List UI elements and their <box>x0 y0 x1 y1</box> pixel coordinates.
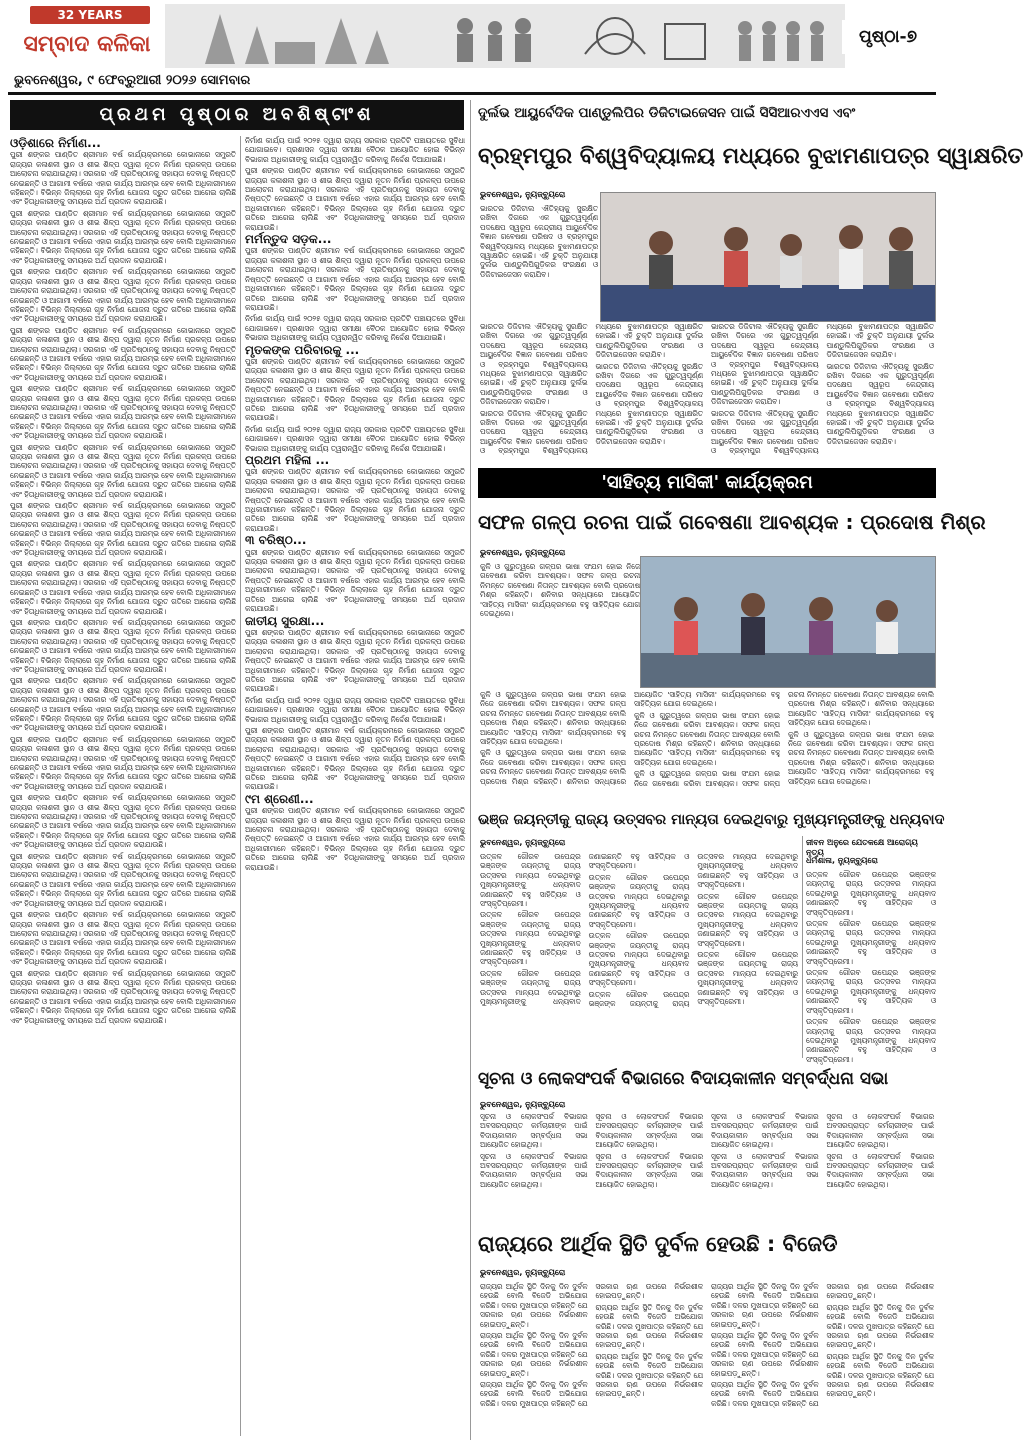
article5-body-p9: ରାଜ୍ୟର ଆର୍ଥିକ ସ୍ଥିତି ଦିନକୁ ଦିନ ଦୁର୍ବଳ ହେଉଛି ବୋଲି ବିଜେଡି ଅଭିଯୋଗ କରିଛି। ଦଳର ମୁଖପାତ୍ର କହିଛନ୍ତି ଯେ ସରକାର ଋଣ ଉପରେ ନିର୍ଭରଶୀଳ ହୋଇପଡ଼ୁଛନ୍ତି। <box>826 1302 934 1350</box>
left-column-1 <box>10 136 236 1436</box>
article2-photo <box>640 556 936 688</box>
article2-box-title: 'ସାହିତ୍ୟ ମାସିକୀ' କାର୍ଯ୍ୟକ୍ରମ <box>478 468 936 498</box>
brand-logo: ସମ୍ବାଦ କଳିକା <box>23 31 151 57</box>
article2-headline: ସଫଳ ଗଳ୍ପ ରଚନା ପାଇଁ ଗବେଷଣା ଆବଶ୍ୟକ : ପ୍ରଦୋଷ ମିଶ୍ର <box>478 510 986 534</box>
article5-body-p10: ରାଜ୍ୟର ଆର୍ଥିକ ସ୍ଥିତି ଦିନକୁ ଦିନ ଦୁର୍ବଳ ହେଉଛି ବୋଲି ବିଜେଡି ଅଭିଯୋଗ କରିଛି। ଦଳର ମୁଖପାତ୍ର କହିଛନ୍ତି ଯେ ସରକାର ଋଣ ଉପରେ ନିର୍ଭରଶୀଳ ହୋଇପଡ଼ୁଛନ୍ତି। <box>826 1351 934 1399</box>
article3-body-p1: ଉତ୍କଳ ଗୌରବ ଉପେନ୍ଦ୍ର ଭଞ୍ଜଙ୍କ ଜୟନ୍ତୀକୁ ରାଜ୍ୟ ଉତ୍ସବର ମାନ୍ୟତା ଦେଇଥିବାରୁ ମୁଖ୍ୟମନ୍ତ୍ରୀଙ୍କୁ ଧନ୍ୟବାଦ ଜଣାଇଛନ୍ତି ବହୁ ସାହିତ୍ୟିକ ଓ ସଂସ୍କୃତିପ୍ରେମୀ। <box>480 852 581 909</box>
article4-body-p2: ସୂଚନା ଓ ଲୋକସଂପର୍କ ବିଭାଗର ଅବସରପ୍ରାପ୍ତ କର୍ମଚାରୀଙ୍କ ପାଇଁ ବିଦାୟକାଳୀନ ସମ୍ବର୍ଦ୍ଧନା ସଭା ଆୟୋଜିତ ହୋଇଥିଲା। <box>480 1151 588 1189</box>
col2-body: ନିର୍ମାଣ କାର୍ଯ୍ୟ ପାଇଁ ୨୦୨୫ ଦ୍ୱାରା ରାଜ୍ୟ ସରକାର ପ୍ରତିଟି ପଞ୍ଚାୟତରେ ସୁବିଧା ଯୋଗାଇବେ। ପ୍ରଶାସନ ଦ୍ୱାରା ସମୀକ୍ଷା ବୈଠକ ଆୟୋଜିତ ହୋଇ ବିଭିନ୍ନ ବିଭାଗର ଅଧିକାରୀଙ୍କୁ କାର୍ଯ୍ୟ ତ୍ୱରାନ୍ୱିତ କରିବାକୁ ନିର୍ଦ୍ଦେଶ ଦିଆଯାଇଛି। <box>245 136 465 164</box>
column-divider-main <box>470 100 471 1440</box>
col1-subhead: ଓଡ଼ିଶାରେ ନିର୍ମାଣ... <box>10 136 101 150</box>
article5-body-p1: ରାଜ୍ୟର ଆର୍ଥିକ ସ୍ଥିତି ଦିନକୁ ଦିନ ଦୁର୍ବଳ ହେଉଛି ବୋଲି ବିଜେଡି ଅଭିଯୋଗ କରିଛି। ଦଳର ମୁଖପାତ୍ର କହିଛନ୍ତି ଯେ ସରକାର ଋଣ ଉପରେ ନିର୍ଭରଶୀଳ ହୋଇପଡ଼ୁଛନ୍ତି। <box>480 1282 588 1329</box>
col2-body-e: ପୁରୀ ଶଙ୍କର ପାଣ୍ଡିତ ଶ୍ରୀମାନ ବର୍ଷ କାର୍ଯ୍ୟକ୍ରମରେ କୋଭାନାରେ ସମ୍ପ୍ରତି ରାଜ୍ୟର କଳାଶଳୀ ସ୍ଥାନ ଓ ଶୀଭ ଶିଳ୍ପ ଦ୍ୱାରା ନୂତନ ନିର୍ମାଣ ପ୍ରକଳ୍ପ ଉପରେ ଆଲୋଚନା କରାଯାଇଥିଲା। ସରକାର ଏହି ପ୍ରତିଷ୍ଠାନକୁ ସହାୟତା ଦେବାକୁ ନିଷ୍ପତ୍ତି ନେଇଛନ୍ତି ଓ ଆଗାମୀ ବର୍ଷରେ ଏହାର କାର୍ଯ୍ୟ ଆରମ୍ଭ ହେବ ବୋଲି ଅଧିକାରୀମାନେ କହିଛନ୍ତି। ବିଭିନ୍ନ ଜିଲ୍ଲାରେ ଗୃହ ନିର୍ମାଣ ଯୋଜନା ଦ୍ରୁତ ଗତିରେ ଆଗେଇ ଚାଲିଛି ଏବଂ ହିତାଧିକାରୀଙ୍କୁ ସମୟରେ ଅର୍ଥ ପ୍ରଦାନ କରାଯାଉଛି। <box>245 356 465 423</box>
col1-body-repeat-13: ପୁରୀ ଶଙ୍କର ପାଣ୍ଡିତ ଶ୍ରୀମାନ ବର୍ଷ କାର୍ଯ୍ୟକ୍ରମରେ କୋଭାନାରେ ସମ୍ପ୍ରତି ରାଜ୍ୟର କଳାଶଳୀ ସ୍ଥାନ ଓ ଶୀଭ ଶିଳ୍ପ ଦ୍ୱାରା ନୂତନ ନିର୍ମାଣ ପ୍ରକଳ୍ପ ଉପରେ ଆଲୋଚନା କରାଯାଇଥିଲା। ସରକାର ଏହି ପ୍ରତିଷ୍ଠାନକୁ ସହାୟତା ଦେବାକୁ ନିଷ୍ପତ୍ତି ନେଇଛନ୍ତି ଓ ଆଗାମୀ ବର୍ଷରେ ଏହାର କାର୍ଯ୍ୟ ଆରମ୍ଭ ହେବ ବୋଲି ଅଧିକାରୀମାନେ କହିଛନ୍ତି। ବିଭିନ୍ନ ଜିଲ୍ଲାରେ ଗୃହ ନିର୍ମାଣ ଯୋଜନା ଦ୍ରୁତ ଗତିରେ ଆଗେଇ ଚାଲିଛି ଏବଂ ହିତାଧିକାରୀଙ୍କୁ ସମୟରେ ଅର୍ଥ ପ୍ରଦାନ କରାଯାଉଛି। <box>10 910 236 967</box>
col2-subhead-1: ମର୍ମନ୍ତୁଦ ସଡ଼କ... <box>245 232 332 247</box>
page-number: ପୃଷ୍ଠା-୭ <box>842 20 934 54</box>
col2-body-k: ପୁରୀ ଶଙ୍କର ପାଣ୍ଡିତ ଶ୍ରୀମାନ ବର୍ଷ କାର୍ଯ୍ୟକ୍ରମରେ କୋଭାନାରେ ସମ୍ପ୍ରତି ରାଜ୍ୟର କଳାଶଳୀ ସ୍ଥାନ ଓ ଶୀଭ ଶିଳ୍ପ ଦ୍ୱାରା ନୂତନ ନିର୍ମାଣ ପ୍ରକଳ୍ପ ଉପରେ ଆଲୋଚନା କରାଯାଇଥିଲା। ସରକାର ଏହି ପ୍ରତିଷ୍ଠାନକୁ ସହାୟତା ଦେବାକୁ ନିଷ୍ପତ୍ତି ନେଇଛନ୍ତି ଓ ଆଗାମୀ ବର୍ଷରେ ଏହାର କାର୍ଯ୍ୟ ଆରମ୍ଭ ହେବ ବୋଲି ଅଧିକାରୀମାନେ କହିଛନ୍ତି। ବିଭିନ୍ନ ଜିଲ୍ଲାରେ ଗୃହ ନିର୍ମାଣ ଯୋଜନା ଦ୍ରୁତ ଗତିରେ ଆଗେଇ ଚାଲିଛି ଏବଂ ହିତାଧିକାରୀଙ୍କୁ ସମୟରେ ଅର୍ଥ ପ୍ରଦାନ କରାଯାଉଛି। <box>245 725 465 792</box>
article1-body-p5: ଭାରତର ଡିଜିଟାଲ ଐତିହ୍ୟକୁ ସୁରକ୍ଷିତ ରଖିବା ଦିଗରେ ଏକ ଗୁରୁତ୍ୱପୂର୍ଣ୍ଣ ପଦକ୍ଷେପ ସ୍ୱରୂପ କେନ୍ଦ୍ରୀୟ ଆୟୁର୍ବେଦିକ ବିଜ୍ଞାନ ଗବେଷଣା ପରିଷଦ ଓ ବ୍ରହ୍ମପୁର ବିଶ୍ୱବିଦ୍ୟାଳୟ ମଧ୍ୟରେ ବୁଝାମଣାପତ୍ର ସ୍ୱାକ୍ଷରିତ ହୋଇଛି। ଏହି ଚୁକ୍ତି ଅନୁଯାୟୀ ଦୁର୍ଲଭ ପାଣ୍ଡୁଲିପିଗୁଡ଼ିକର ସଂରକ୍ଷଣ ଓ ଡିଜିଟାଇଜେସନ କରାଯିବ। <box>711 322 934 456</box>
article3-headline: ଭଞ୍ଜ ଜୟନ୍ତୀକୁ ରାଜ୍ୟ ଉତ୍ସବର ମାନ୍ୟତା ଦେଇଥିବାରୁ ମୁଖ୍ୟମନ୍ତ୍ରୀଙ୍କୁ ଧନ୍ୟବାଦ <box>478 812 945 828</box>
article5-body-p4: ରାଜ୍ୟର ଆର୍ଥିକ ସ୍ଥିତି ଦିନକୁ ଦିନ ଦୁର୍ବଳ ହେଉଛି ବୋଲି ବିଜେଡି ଅଭିଯୋଗ କରିଛି। ଦଳର ମୁଖପାତ୍ର କହିଛନ୍ତି ଯେ ସରକାର ଋଣ ଉପରେ ନିର୍ଭରଶୀଳ ହୋଇପଡ଼ୁଛନ୍ତି। <box>595 1302 703 1350</box>
article2-body-p5: କୁଳି ଓ ଗୁରୁତ୍ୱରେ ଗଳ୍ପର ଭାଷା ସଂଯମ ହୋଇ ନିଜେ ଗବେଷଣା କରିବା ଆବଶ୍ୟକ। ସଫଳ ଗଳ୍ପ ରଚନା ନିମନ୍ତେ ଗବେଷଣା ନିତାନ୍ତ ଆବଶ୍ୟକ ବୋଲି ପ୍ରଦୋଷ ମିଶ୍ର କହିଛନ୍ତି। ଶନିବାର ସନ୍ଧ୍ୟାରେ ଆୟୋଜିତ 'ସାହିତ୍ୟ ମାସିକୀ' କାର୍ଯ୍ୟକ୍ରମରେ ବହୁ ସାହିତ୍ୟିକ ଯୋଗ ଦେଇଥିଲେ। <box>788 729 934 786</box>
article1-byline: ଭୁବନେଶ୍ୱର, ନ୍ୟୁଜ୍‌ବ୍ୟୁରୋ <box>480 190 566 199</box>
side-headline: ଜୀବନ ଅନୁରେ ଯେତକକ୍ଷେ ଆରୋଗ୍ୟ ନୃତ୍ୟ <box>806 838 918 857</box>
article1-photo <box>600 192 936 322</box>
years-badge: 32 YEARS <box>30 6 150 24</box>
article2-body <box>480 690 934 800</box>
col2-subhead-5: ଜାତୀୟ ସୁରକ୍ଷା... <box>245 613 325 628</box>
children-icon <box>457 18 531 62</box>
col2-body-f: ନିର୍ମାଣ କାର୍ଯ୍ୟ ପାଇଁ ୨୦୨୫ ଦ୍ୱାରା ରାଜ୍ୟ ସରକାର ପ୍ରତିଟି ପଞ୍ଚାୟତରେ ସୁବିଧା ଯୋଗାଇବେ। ପ୍ରଶାସନ ଦ୍ୱାରା ସମୀକ୍ଷା ବୈଠକ ଆୟୋଜିତ ହୋଇ ବିଭିନ୍ନ ବିଭାଗର ଅଧିକାରୀଙ୍କୁ କାର୍ଯ୍ୟ ତ୍ୱରାନ୍ୱିତ କରିବାକୁ ନିର୍ଦ୍ଦେଶ ଦିଆଯାଇଛି। <box>245 424 465 453</box>
left-column-2 <box>245 136 465 1436</box>
col2-body-b: ପୁରୀ ଶଙ୍କର ପାଣ୍ଡିତ ଶ୍ରୀମାନ ବର୍ଷ କାର୍ଯ୍ୟକ୍ରମରେ କୋଭାନାରେ ସମ୍ପ୍ରତି ରାଜ୍ୟର କଳାଶଳୀ ସ୍ଥାନ ଓ ଶୀଭ ଶିଳ୍ପ ଦ୍ୱାରା ନୂତନ ନିର୍ମାଣ ପ୍ରକଳ୍ପ ଉପରେ ଆଲୋଚନା କରାଯାଇଥିଲା। ସରକାର ଏହି ପ୍ରତିଷ୍ଠାନକୁ ସହାୟତା ଦେବାକୁ ନିଷ୍ପତ୍ତି ନେଇଛନ୍ତି ଓ ଆଗାମୀ ବର୍ଷରେ ଏହାର କାର୍ଯ୍ୟ ଆରମ୍ଭ ହେବ ବୋଲି ଅଧିକାରୀମାନେ କହିଛନ୍ତି। ବିଭିନ୍ନ ଜିଲ୍ଲାରେ ଗୃହ ନିର୍ମାଣ ଯୋଜନା ଦ୍ରୁତ ଗତିରେ ଆଗେଇ ଚାଲିଛି ଏବଂ ହିତାଧିକାରୀଙ୍କୁ ସମୟରେ ଅର୍ଥ ପ୍ରଦାନ କରାଯାଉଛି। <box>245 166 465 232</box>
article2-body-p2: କୁଳି ଓ ଗୁରୁତ୍ୱରେ ଗଳ୍ପର ଭାଷା ସଂଯମ ହୋଇ ନିଜେ ଗବେଷଣା କରିବା ଆବଶ୍ୟକ। ସଫଳ ଗଳ୍ପ ରଚନା ନିମନ୍ତେ ଗବେଷଣା ନିତାନ୍ତ ଆବଶ୍ୟକ ବୋଲି ପ୍ରଦୋଷ ମିଶ୍ର କହିଛନ୍ତି। ଶନିବାର ସନ୍ଧ୍ୟାରେ ଆୟୋଜିତ 'ସାହିତ୍ୟ ମାସିକୀ' କାର୍ଯ୍ୟକ୍ରମରେ ବହୁ ସାହିତ୍ୟିକ ଯୋଗ ଦେଇଥିଲେ। <box>480 690 780 786</box>
article1-lead-text: ଭାରତର ଡିଜିଟାଲ ଐତିହ୍ୟକୁ ସୁରକ୍ଷିତ ରଖିବା ଦିଗରେ ଏକ ଗୁରୁତ୍ୱପୂର୍ଣ୍ଣ ପଦକ୍ଷେପ ସ୍ୱରୂପ କେନ୍ଦ୍ରୀୟ ଆୟୁର୍ବେଦିକ ବିଜ୍ଞାନ ଗବେଷଣା ପରିଷଦ ଓ ବ୍ରହ୍ମପୁର ବିଶ୍ୱବିଦ୍ୟାଳୟ ମଧ୍ୟରେ ବୁଝାମଣାପତ୍ର ସ୍ୱାକ୍ଷରିତ ହୋଇଛି। ଏହି ଚୁକ୍ତି ଅନୁଯାୟୀ ଦୁର୍ଲଭ ପାଣ୍ଡୁଲିପିଗୁଡ଼ିକର ସଂରକ୍ଷଣ ଓ ଡିଜିଟାଇଜେସନ କରାଯିବ। <box>480 204 598 279</box>
article3-body-p7: ଉତ୍କଳ ଗୌରବ ଉପେନ୍ଦ୍ର ଭଞ୍ଜଙ୍କ ଜୟନ୍ତୀକୁ ରାଜ୍ୟ ଉତ୍ସବର ମାନ୍ୟତା ଦେଇଥିବାରୁ ମୁଖ୍ୟମନ୍ତ୍ରୀଙ୍କୁ ଧନ୍ୟବାଦ ଜଣାଇଛନ୍ତି ବହୁ ସାହିତ୍ୟିକ ଓ ସଂସ୍କୃତିପ୍ରେମୀ। <box>697 891 798 948</box>
masthead <box>0 0 945 98</box>
top-divider <box>8 92 936 95</box>
col2-body-h: ପୁରୀ ଶଙ୍କର ପାଣ୍ଡିତ ଶ୍ରୀମାନ ବର୍ଷ କାର୍ଯ୍ୟକ୍ରମରେ କୋଭାନାରେ ସମ୍ପ୍ରତି ରାଜ୍ୟର କଳାଶଳୀ ସ୍ଥାନ ଓ ଶୀଭ ଶିଳ୍ପ ଦ୍ୱାରା ନୂତନ ନିର୍ମାଣ ପ୍ରକଳ୍ପ ଉପରେ ଆଲୋଚନା କରାଯାଇଥିଲା। ସରକାର ଏହି ପ୍ରତିଷ୍ଠାନକୁ ସହାୟତା ଦେବାକୁ ନିଷ୍ପତ୍ତି ନେଇଛନ୍ତି ଓ ଆଗାମୀ ବର୍ଷରେ ଏହାର କାର୍ଯ୍ୟ ଆରମ୍ଭ ହେବ ବୋଲି ଅଧିକାରୀମାନେ କହିଛନ୍ତି। ବିଭିନ୍ନ ଜିଲ୍ଲାରେ ଗୃହ ନିର୍ମାଣ ଯୋଜନା ଦ୍ରୁତ ଗତିରେ ଆଗେଇ ଚାଲିଛି ଏବଂ ହିତାଧିକାରୀଙ୍କୁ ସମୟରେ ଅର୍ଥ ପ୍ରଦାନ କରାଯାଉଛି। <box>245 547 465 614</box>
col2-subhead-2: ମୃତକଙ୍କ ପରିବାରକୁ ... <box>245 342 360 357</box>
article5-headline: ରାଜ୍ୟରେ ଆର୍ଥିକ ସ୍ଥିତି ଦୁର୍ବଳ ହେଉଛି : ବିଜେଡି <box>478 1232 838 1256</box>
col2-body-i: ପୁରୀ ଶଙ୍କର ପାଣ୍ଡିତ ଶ୍ରୀମାନ ବର୍ଷ କାର୍ଯ୍ୟକ୍ରମରେ କୋଭାନାରେ ସମ୍ପ୍ରତି ରାଜ୍ୟର କଳାଶଳୀ ସ୍ଥାନ ଓ ଶୀଭ ଶିଳ୍ପ ଦ୍ୱାରା ନୂତନ ନିର୍ମାଣ ପ୍ରକଳ୍ପ ଉପରେ ଆଲୋଚନା କରାଯାଇଥିଲା। ସରକାର ଏହି ପ୍ରତିଷ୍ଠାନକୁ ସହାୟତା ଦେବାକୁ ନିଷ୍ପତ୍ତି ନେଇଛନ୍ତି ଓ ଆଗାମୀ ବର୍ଷରେ ଏହାର କାର୍ଯ୍ୟ ଆରମ୍ଭ ହେବ ବୋଲି ଅଧିକାରୀମାନେ କହିଛନ୍ତି। ବିଭିନ୍ନ ଜିଲ୍ଲାରେ ଗୃହ ନିର୍ମାଣ ଯୋଜନା ଦ୍ରୁତ ଗତିରେ ଆଗେଇ ଚାଲିଛି ଏବଂ ହିତାଧିକାରୀଙ୍କୁ ସମୟରେ ଅର୍ଥ ପ୍ରଦାନ କରାଯାଉଛି। <box>245 627 465 694</box>
article1-body-p3: ଭାରତର ଡିଜିଟାଲ ଐତିହ୍ୟକୁ ସୁରକ୍ଷିତ ରଖିବା ଦିଗରେ ଏକ ଗୁରୁତ୍ୱପୂର୍ଣ୍ଣ ପଦକ୍ଷେପ ସ୍ୱରୂପ କେନ୍ଦ୍ରୀୟ ଆୟୁର୍ବେଦିକ ବିଜ୍ଞାନ ଗବେଷଣା ପରିଷଦ ଓ ବ୍ରହ୍ମପୁର ବିଶ୍ୱବିଦ୍ୟାଳୟ ମଧ୍ୟରେ ବୁଝାମଣାପତ୍ର ସ୍ୱାକ୍ଷରିତ ହୋଇଛି। ଏହି ଚୁକ୍ତି ଅନୁଯାୟୀ ଦୁର୍ଲଭ ପାଣ୍ଡୁଲିପିଗୁଡ଼ିକର ସଂରକ୍ଷଣ ଓ ଡିଜିଟାଇଜେସନ କରାଯିବ। <box>595 361 703 446</box>
article3-body-p6: ଉତ୍କଳ ଗୌରବ ଉପେନ୍ଦ୍ର ଭଞ୍ଜଙ୍କ ଜୟନ୍ତୀକୁ ରାଜ୍ୟ ଉତ୍ସବର ମାନ୍ୟତା ଦେଇଥିବାରୁ ମୁଖ୍ୟମନ୍ତ୍ରୀଙ୍କୁ ଧନ୍ୟବାଦ ଜଣାଇଛନ୍ତି ବହୁ ସାହିତ୍ୟିକ ଓ ସଂସ୍କୃତିପ୍ରେମୀ। <box>588 852 798 1009</box>
side-byline: ଧର୍ମଶାଳା, ନ୍ୟୁଜ୍‌ବ୍ୟୁରୋ <box>806 856 878 865</box>
article1-body-p1: ଭାରତର ଡିଜିଟାଲ ଐତିହ୍ୟକୁ ସୁରକ୍ଷିତ ରଖିବା ଦିଗରେ ଏକ ଗୁରୁତ୍ୱପୂର୍ଣ୍ଣ ପଦକ୍ଷେପ ସ୍ୱରୂପ କେନ୍ଦ୍ରୀୟ ଆୟୁର୍ବେଦିକ ବିଜ୍ଞାନ ଗବେଷଣା ପରିଷଦ ଓ ବ୍ରହ୍ମପୁର ବିଶ୍ୱବିଦ୍ୟାଳୟ ମଧ୍ୟରେ ବୁଝାମଣାପତ୍ର ସ୍ୱାକ୍ଷରିତ ହୋଇଛି। ଏହି ଚୁକ୍ତି ଅନୁଯାୟୀ ଦୁର୍ଲଭ ପାଣ୍ଡୁଲିପିଗୁଡ଼ିକର ସଂରକ୍ଷଣ ଓ ଡିଜିଟାଇଜେସନ କରାଯିବ। <box>480 322 588 407</box>
column-divider-1 <box>240 136 241 1436</box>
article5-body-p7: ରାଜ୍ୟର ଆର୍ଥିକ ସ୍ଥିତି ଦିନକୁ ଦିନ ଦୁର୍ବଳ ହେଉଛି ବୋଲି ବିଜେଡି ଅଭିଯୋଗ କରିଛି। ଦଳର ମୁଖପାତ୍ର କହିଛନ୍ତି ଯେ ସରକାର ଋଣ ଉପରେ ନିର୍ଭରଶୀଳ ହୋଇପଡ଼ୁଛନ୍ତି। <box>711 1331 819 1378</box>
article3-body <box>480 852 798 1052</box>
article5-body-p5: ରାଜ୍ୟର ଆର୍ଥିକ ସ୍ଥିତି ଦିନକୁ ଦିନ ଦୁର୍ବଳ ହେଉଛି ବୋଲି ବିଜେଡି ଅଭିଯୋଗ କରିଛି। ଦଳର ମୁଖପାତ୍ର କହିଛନ୍ତି ଯେ ସରକାର ଋଣ ଉପରେ ନିର୍ଭରଶୀଳ ହୋଇପଡ଼ୁଛନ୍ତି। <box>595 1351 703 1399</box>
article3-byline: ଭୁବନେଶ୍ୱର, ନ୍ୟୁଜ୍‌ବ୍ୟୁରୋ <box>480 838 566 847</box>
article4-body-p8: ସୂଚନା ଓ ଲୋକସଂପର୍କ ବିଭାଗର ଅବସରପ୍ରାପ୍ତ କର୍ମଚାରୀଙ୍କ ପାଇଁ ବିଦାୟକାଳୀନ ସମ୍ବର୍ଦ୍ଧନା ସଭା ଆୟୋଜିତ ହୋଇଥିଲା। <box>826 1151 934 1189</box>
article2-body-p3: କୁଳି ଓ ଗୁରୁତ୍ୱରେ ଗଳ୍ପର ଭାଷା ସଂଯମ ହୋଇ ନିଜେ ଗବେଷଣା କରିବା ଆବଶ୍ୟକ। ସଫଳ ଗଳ୍ପ ରଚନା ନିମନ୍ତେ ଗବେଷଣା ନିତାନ୍ତ ଆବଶ୍ୟକ ବୋଲି ପ୍ରଦୋଷ ମିଶ୍ର କହିଛନ୍ତି। ଶନିବାର ସନ୍ଧ୍ୟାରେ ଆୟୋଜିତ 'ସାହିତ୍ୟ ମାସିକୀ' କାର୍ଯ୍ୟକ୍ରମରେ ବହୁ ସାହିତ୍ୟିକ ଯୋଗ ଦେଇଥିଲେ। <box>634 710 780 767</box>
col2-subhead-3: ପ୍ରଥମ ମହିଳା ... <box>245 453 330 467</box>
column-divider-side <box>802 836 803 1058</box>
article4-body-p6: ସୂଚନା ଓ ଲୋକସଂପର୍କ ବିଭାଗର ଅବସରପ୍ରାପ୍ତ କର୍ମଚାରୀଙ୍କ ପାଇଁ ବିଦାୟକାଳୀନ ସମ୍ବର୍ଦ୍ଧନା ସଭା ଆୟୋଜିତ ହୋଇଥିଲା। <box>711 1151 819 1189</box>
article2-photo-art <box>641 557 935 687</box>
article5-body-p6: ରାଜ୍ୟର ଆର୍ଥିକ ସ୍ଥିତି ଦିନକୁ ଦିନ ଦୁର୍ବଳ ହେଉଛି ବୋଲି ବିଜେଡି ଅଭିଯୋଗ କରିଛି। ଦଳର ମୁଖପାତ୍ର କହିଛନ୍ତି ଯେ ସରକାର ଋଣ ଉପରେ ନିର୍ଭରଶୀଳ ହୋଇପଡ଼ୁଛନ୍ତି। <box>711 1282 819 1329</box>
date-line: ଭୁବନେଶ୍ୱର, ୯ ଫେବ୍ରୁଆରୀ ୨୦୨୬ ସୋମବାର <box>14 73 251 88</box>
col1-body-repeat-9: ପୁରୀ ଶଙ୍କର ପାଣ୍ଡିତ ଶ୍ରୀମାନ ବର୍ଷ କାର୍ଯ୍ୟକ୍ରମରେ କୋଭାନାରେ ସମ୍ପ୍ରତି ରାଜ୍ୟର କଳାଶଳୀ ସ୍ଥାନ ଓ ଶୀଭ ଶିଳ୍ପ ଦ୍ୱାରା ନୂତନ ନିର୍ମାଣ ପ୍ରକଳ୍ପ ଉପରେ ଆଲୋଚନା କରାଯାଇଥିଲା। ସରକାର ଏହି ପ୍ରତିଷ୍ଠାନକୁ ସହାୟତା ଦେବାକୁ ନିଷ୍ପତ୍ତି ନେଇଛନ୍ତି ଓ ଆଗାମୀ ବର୍ଷରେ ଏହାର କାର୍ଯ୍ୟ ଆରମ୍ଭ ହେବ ବୋଲି ଅଧିକାରୀମାନେ କହିଛନ୍ତି। ବିଭିନ୍ନ ଜିଲ୍ଲାରେ ଗୃହ ନିର୍ମାଣ ଯୋଜନା ଦ୍ରୁତ ଗତିରେ ଆଗେଇ ଚାଲିଛି ଏବଂ ହିତାଧିକାରୀଙ୍କୁ ସମୟରେ ଅର୍ଥ ପ୍ରଦାନ କରାଯାଉଛି। <box>10 676 236 733</box>
banner-art <box>165 4 845 68</box>
article3-body-p4: ଉତ୍କଳ ଗୌରବ ଉପେନ୍ଦ୍ର ଭଞ୍ଜଙ୍କ ଜୟନ୍ତୀକୁ ରାଜ୍ୟ ଉତ୍ସବର ମାନ୍ୟତା ଦେଇଥିବାରୁ ମୁଖ୍ୟମନ୍ତ୍ରୀଙ୍କୁ ଧନ୍ୟବାଦ ଜଣାଇଛନ୍ତି ବହୁ ସାହିତ୍ୟିକ ଓ ସଂସ୍କୃତିପ୍ରେମୀ। <box>588 872 690 929</box>
col1-body-repeat-10: ପୁରୀ ଶଙ୍କର ପାଣ୍ଡିତ ଶ୍ରୀମାନ ବର୍ଷ କାର୍ଯ୍ୟକ୍ରମରେ କୋଭାନାରେ ସମ୍ପ୍ରତି ରାଜ୍ୟର କଳାଶଳୀ ସ୍ଥାନ ଓ ଶୀଭ ଶିଳ୍ପ ଦ୍ୱାରା ନୂତନ ନିର୍ମାଣ ପ୍ରକଳ୍ପ ଉପରେ ଆଲୋଚନା କରାଯାଇଥିଲା। ସରକାର ଏହି ପ୍ରତିଷ୍ଠାନକୁ ସହାୟତା ଦେବାକୁ ନିଷ୍ପତ୍ତି ନେଇଛନ୍ତି ଓ ଆଗାମୀ ବର୍ଷରେ ଏହାର କାର୍ଯ୍ୟ ଆରମ୍ଭ ହେବ ବୋଲି ଅଧିକାରୀମାନେ କହିଛନ୍ତି। ବିଭିନ୍ନ ଜିଲ୍ଲାରେ ଗୃହ ନିର୍ମାଣ ଯୋଜନା ଦ୍ରୁତ ଗତିରେ ଆଗେଇ ଚାଲିଛି ଏବଂ ହିତାଧିକାରୀଙ୍କୁ ସମୟରେ ଅର୍ଥ ପ୍ରଦାନ କରାଯାଉଛି। <box>10 734 236 791</box>
article3-body-p2: ଉତ୍କଳ ଗୌରବ ଉପେନ୍ଦ୍ର ଭଞ୍ଜଙ୍କ ଜୟନ୍ତୀକୁ ରାଜ୍ୟ ଉତ୍ସବର ମାନ୍ୟତା ଦେଇଥିବାରୁ ମୁଖ୍ୟମନ୍ତ୍ରୀଙ୍କୁ ଧନ୍ୟବାଦ ଜଣାଇଛନ୍ତି ବହୁ ସାହିତ୍ୟିକ ଓ ସଂସ୍କୃତିପ୍ରେମୀ। <box>480 910 581 967</box>
article5-byline: ଭୁବନେଶ୍ୱର, ନ୍ୟୁଜ୍‌ବ୍ୟୁରୋ <box>480 1268 566 1277</box>
col2-body-l: ପୁରୀ ଶଙ୍କର ପାଣ୍ଡିତ ଶ୍ରୀମାନ ବର୍ଷ କାର୍ଯ୍ୟକ୍ରମରେ କୋଭାନାରେ ସମ୍ପ୍ରତି ରାଜ୍ୟର କଳାଶଳୀ ସ୍ଥାନ ଓ ଶୀଭ ଶିଳ୍ପ ଦ୍ୱାରା ନୂତନ ନିର୍ମାଣ ପ୍ରକଳ୍ପ ଉପରେ ଆଲୋଚନା କରାଯାଇଥିଲା। ସରକାର ଏହି ପ୍ରତିଷ୍ଠାନକୁ ସହାୟତା ଦେବାକୁ ନିଷ୍ପତ୍ତି ନେଇଛନ୍ତି ଓ ଆଗାମୀ ବର୍ଷରେ ଏହାର କାର୍ଯ୍ୟ ଆରମ୍ଭ ହେବ ବୋଲି ଅଧିକାରୀମାନେ କହିଛନ୍ତି। ବିଭିନ୍ନ ଜିଲ୍ଲାରେ ଗୃହ ନିର୍ମାଣ ଯୋଜନା ଦ୍ରୁତ ଗତିରେ ଆଗେଇ ଚାଲିଛି ଏବଂ ହିତାଧିକାରୀଙ୍କୁ ସମୟରେ ଅର୍ଥ ପ୍ରଦାନ କରାଯାଉଛି। <box>245 806 465 872</box>
article5-body-p8: ରାଜ୍ୟର ଆର୍ଥିକ ସ୍ଥିତି ଦିନକୁ ଦିନ ଦୁର୍ବଳ ହେଉଛି ବୋଲି ବିଜେଡି ଅଭିଯୋଗ କରିଛି। ଦଳର ମୁଖପାତ୍ର କହିଛନ୍ତି ଯେ ସରକାର ଋଣ ଉପରେ ନିର୍ଭରଶୀଳ ହୋଇପଡ଼ୁଛନ୍ତି। <box>711 1282 934 1408</box>
banner-strip <box>165 4 845 68</box>
col2-subhead-4: ୩ ବରିଷ୍ଠ... <box>245 533 307 548</box>
article5-body-p3: ରାଜ୍ୟର ଆର୍ଥିକ ସ୍ଥିତି ଦିନକୁ ଦିନ ଦୁର୍ବଳ ହେଉଛି ବୋଲି ବିଜେଡି ଅଭିଯୋଗ କରିଛି। ଦଳର ମୁଖପାତ୍ର କହିଛନ୍ତି ଯେ ସରକାର ଋଣ ଉପରେ ନିର୍ଭରଶୀଳ ହୋଇପଡ଼ୁଛନ୍ତି। <box>480 1282 703 1408</box>
article3-body-p3: ଉତ୍କଳ ଗୌରବ ଉପେନ୍ଦ୍ର ଭଞ୍ଜଙ୍କ ଜୟନ୍ତୀକୁ ରାଜ୍ୟ ଉତ୍ସବର ମାନ୍ୟତା ଦେଇଥିବାରୁ ମୁଖ୍ୟମନ୍ତ୍ରୀଙ୍କୁ ଧନ୍ୟବାଦ ଜଣାଇଛନ୍ତି ବହୁ ସାହିତ୍ୟିକ ଓ ସଂସ୍କୃତିପ୍ରେମୀ। <box>480 852 690 1007</box>
article4-body-p3: ସୂଚନା ଓ ଲୋକସଂପର୍କ ବିଭାଗର ଅବସରପ୍ରାପ୍ତ କର୍ମଚାରୀଙ୍କ ପାଇଁ ବିଦାୟକାଳୀନ ସମ୍ବର୍ଦ୍ଧନା ସଭା ଆୟୋଜିତ ହୋଇଥିଲା। <box>595 1112 703 1150</box>
article2-body-p4: କୁଳି ଓ ଗୁରୁତ୍ୱରେ ଗଳ୍ପର ଭାଷା ସଂଯମ ହୋଇ ନିଜେ ଗବେଷଣା କରିବା ଆବଶ୍ୟକ। ସଫଳ ଗଳ୍ପ ରଚନା ନିମନ୍ତେ ଗବେଷଣା ନିତାନ୍ତ ଆବଶ୍ୟକ ବୋଲି ପ୍ରଦୋଷ ମିଶ୍ର କହିଛନ୍ତି। ଶନିବାର ସନ୍ଧ୍ୟାରେ ଆୟୋଜିତ 'ସାହିତ୍ୟ ମାସିକୀ' କାର୍ଯ୍ୟକ୍ରମରେ ବହୁ ସାହିତ୍ୟିକ ଯୋଗ ଦେଇଥିଲେ। <box>634 690 934 788</box>
article1-body-p4: ଭାରତର ଡିଜିଟାଲ ଐତିହ୍ୟକୁ ସୁରକ୍ଷିତ ରଖିବା ଦିଗରେ ଏକ ଗୁରୁତ୍ୱପୂର୍ଣ୍ଣ ପଦକ୍ଷେପ ସ୍ୱରୂପ କେନ୍ଦ୍ରୀୟ ଆୟୁର୍ବେଦିକ ବିଜ୍ଞାନ ଗବେଷଣା ପରିଷଦ ଓ ବ୍ରହ୍ମପୁର ବିଶ୍ୱବିଦ୍ୟାଳୟ ମଧ୍ୟରେ ବୁଝାମଣାପତ୍ର ସ୍ୱାକ୍ଷରିତ ହୋଇଛି। ଏହି ଚୁକ୍ତି ଅନୁଯାୟୀ ଦୁର୍ଲଭ ପାଣ୍ଡୁଲିପିଗୁଡ଼ିକର ସଂରକ୍ଷଣ ଓ ଡିଜିଟାଇଜେସନ କରାଯିବ। <box>711 322 819 407</box>
col1-body-repeat-1: ପୁରୀ ଶଙ୍କର ପାଣ୍ଡିତ ଶ୍ରୀମାନ ବର୍ଷ କାର୍ଯ୍ୟକ୍ରମରେ କୋଭାନାରେ ସମ୍ପ୍ରତି ରାଜ୍ୟର କଳାଶଳୀ ସ୍ଥାନ ଓ ଶୀଭ ଶିଳ୍ପ ଦ୍ୱାରା ନୂତନ ନିର୍ମାଣ ପ୍ରକଳ୍ପ ଉପରେ ଆଲୋଚନା କରାଯାଇଥିଲା। ସରକାର ଏହି ପ୍ରତିଷ୍ଠାନକୁ ସହାୟତା ଦେବାକୁ ନିଷ୍ପତ୍ତି ନେଇଛନ୍ତି ଓ ଆଗାମୀ ବର୍ଷରେ ଏହାର କାର୍ଯ୍ୟ ଆରମ୍ଭ ହେବ ବୋଲି ଅଧିକାରୀମାନେ କହିଛନ୍ତି। ବିଭିନ୍ନ ଜିଲ୍ଲାରେ ଗୃହ ନିର୍ମାଣ ଯୋଜନା ଦ୍ରୁତ ଗତିରେ ଆଗେଇ ଚାଲିଛି ଏବଂ ହିତାଧିକାରୀଙ୍କୁ ସମୟରେ ଅର୍ଥ ପ୍ରଦାନ କରାଯାଉଛି। <box>10 208 236 265</box>
article4-byline: ଭୁବନେଶ୍ୱର, ନ୍ୟୁଜ୍‌ବ୍ୟୁରୋ <box>480 1100 566 1109</box>
side-body-p2: ଉତ୍କଳ ଗୌରବ ଉପେନ୍ଦ୍ର ଭଞ୍ଜଙ୍କ ଜୟନ୍ତୀକୁ ରାଜ୍ୟ ଉତ୍ସବର ମାନ୍ୟତା ଦେଇଥିବାରୁ ମୁଖ୍ୟମନ୍ତ୍ରୀଙ୍କୁ ଧନ୍ୟବାଦ ଜଣାଇଛନ୍ତି ବହୁ ସାହିତ୍ୟିକ ଓ ସଂସ୍କୃତିପ୍ରେମୀ। <box>806 919 936 966</box>
col2-body-d: ନିର୍ମାଣ କାର୍ଯ୍ୟ ପାଇଁ ୨୦୨୫ ଦ୍ୱାରା ରାଜ୍ୟ ସରକାର ପ୍ରତିଟି ପଞ୍ଚାୟତରେ ସୁବିଧା ଯୋଗାଇବେ। ପ୍ରଶାସନ ଦ୍ୱାରା ସମୀକ୍ଷା ବୈଠକ ଆୟୋଜିତ ହୋଇ ବିଭିନ୍ନ ବିଭାଗର ଅଧିକାରୀଙ୍କୁ କାର୍ଯ୍ୟ ତ୍ୱରାନ୍ୱିତ କରିବାକୁ ନିର୍ଦ୍ଦେଶ ଦିଆଯାଇଛି। <box>245 314 465 343</box>
col2-body-c: ପୁରୀ ଶଙ୍କର ପାଣ୍ଡିତ ଶ୍ରୀମାନ ବର୍ଷ କାର୍ଯ୍ୟକ୍ରମରେ କୋଭାନାରେ ସମ୍ପ୍ରତି ରାଜ୍ୟର କଳାଶଳୀ ସ୍ଥାନ ଓ ଶୀଭ ଶିଳ୍ପ ଦ୍ୱାରା ନୂତନ ନିର୍ମାଣ ପ୍ରକଳ୍ପ ଉପରେ ଆଲୋଚନା କରାଯାଇଥିଲା। ସରକାର ଏହି ପ୍ରତିଷ୍ଠାନକୁ ସହାୟତା ଦେବାକୁ ନିଷ୍ପତ୍ତି ନେଇଛନ୍ତି ଓ ଆଗାମୀ ବର୍ଷରେ ଏହାର କାର୍ଯ୍ୟ ଆରମ୍ଭ ହେବ ବୋଲି ଅଧିକାରୀମାନେ କହିଛନ୍ତି। ବିଭିନ୍ନ ଜିଲ୍ଲାରେ ଗୃହ ନିର୍ମାଣ ଯୋଜନା ଦ୍ରୁତ ଗତିରେ ଆଗେଇ ଚାଲିଛି ଏବଂ ହିତାଧିକାରୀଙ୍କୁ ସମୟରେ ଅର୍ଥ ପ୍ରଦାନ କରାଯାଉଛି। <box>245 246 465 312</box>
article1-body-p6: ଭାରତର ଡିଜିଟାଲ ଐତିହ୍ୟକୁ ସୁରକ୍ଷିତ ରଖିବା ଦିଗରେ ଏକ ଗୁରୁତ୍ୱପୂର୍ଣ୍ଣ ପଦକ୍ଷେପ ସ୍ୱରୂପ କେନ୍ଦ୍ରୀୟ ଆୟୁର୍ବେଦିକ ବିଜ୍ଞାନ ଗବେଷଣା ପରିଷଦ ଓ ବ୍ରହ୍ମପୁର ବିଶ୍ୱବିଦ୍ୟାଳୟ ମଧ୍ୟରେ ବୁଝାମଣାପତ୍ର ସ୍ୱାକ୍ଷରିତ ହୋଇଛି। ଏହି ଚୁକ୍ତି ଅନୁଯାୟୀ ଦୁର୍ଲଭ ପାଣ୍ଡୁଲିପିଗୁଡ଼ିକର ସଂରକ୍ଷଣ ଓ ଡିଜିଟାଇଜେସନ କରାଯିବ। <box>826 361 934 446</box>
article4-body-p5: ସୂଚନା ଓ ଲୋକସଂପର୍କ ବିଭାଗର ଅବସରପ୍ରାପ୍ତ କର୍ମଚାରୀଙ୍କ ପାଇଁ ବିଦାୟକାଳୀନ ସମ୍ବର୍ଦ୍ଧନା ସଭା ଆୟୋଜିତ ହୋଇଥିଲା। <box>711 1112 819 1150</box>
col1-body-repeat-5: ପୁରୀ ଶଙ୍କର ପାଣ୍ଡିତ ଶ୍ରୀମାନ ବର୍ଷ କାର୍ଯ୍ୟକ୍ରମରେ କୋଭାନାରେ ସମ୍ପ୍ରତି ରାଜ୍ୟର କଳାଶଳୀ ସ୍ଥାନ ଓ ଶୀଭ ଶିଳ୍ପ ଦ୍ୱାରା ନୂତନ ନିର୍ମାଣ ପ୍ରକଳ୍ପ ଉପରେ ଆଲୋଚନା କରାଯାଇଥିଲା। ସରକାର ଏହି ପ୍ରତିଷ୍ଠାନକୁ ସହାୟତା ଦେବାକୁ ନିଷ୍ପତ୍ତି ନେଇଛନ୍ତି ଓ ଆଗାମୀ ବର୍ଷରେ ଏହାର କାର୍ଯ୍ୟ ଆରମ୍ଭ ହେବ ବୋଲି ଅଧିକାରୀମାନେ କହିଛନ୍ତି। ବିଭିନ୍ନ ଜିଲ୍ଲାରେ ଗୃହ ନିର୍ମାଣ ଯୋଜନା ଦ୍ରୁତ ଗତିରେ ଆଗେଇ ଚାଲିଛି ଏବଂ ହିତାଧିକାରୀଙ୍କୁ ସମୟରେ ଅର୍ଥ ପ୍ରଦାନ କରାଯାଉଛି। <box>10 442 236 499</box>
article1-body-p2: ଭାରତର ଡିଜିଟାଲ ଐତିହ୍ୟକୁ ସୁରକ୍ଷିତ ରଖିବା ଦିଗରେ ଏକ ଗୁରୁତ୍ୱପୂର୍ଣ୍ଣ ପଦକ୍ଷେପ ସ୍ୱରୂପ କେନ୍ଦ୍ରୀୟ ଆୟୁର୍ବେଦିକ ବିଜ୍ଞାନ ଗବେଷଣା ପରିଷଦ ଓ ବ୍ରହ୍ମପୁର ବିଶ୍ୱବିଦ୍ୟାଳୟ ମଧ୍ୟରେ ବୁଝାମଣାପତ୍ର ସ୍ୱାକ୍ଷରିତ ହୋଇଛି। ଏହି ଚୁକ୍ତି ଅନୁଯାୟୀ ଦୁର୍ଲଭ ପାଣ୍ଡୁଲିପିଗୁଡ଼ିକର ସଂରକ୍ଷଣ ଓ ଡିଜିଟାଇଜେସନ କରାଯିବ। <box>480 322 703 456</box>
col1-body-repeat-14: ପୁରୀ ଶଙ୍କର ପାଣ୍ଡିତ ଶ୍ରୀମାନ ବର୍ଷ କାର୍ଯ୍ୟକ୍ରମରେ କୋଭାନାରେ ସମ୍ପ୍ରତି ରାଜ୍ୟର କଳାଶଳୀ ସ୍ଥାନ ଓ ଶୀଭ ଶିଳ୍ପ ଦ୍ୱାରା ନୂତନ ନିର୍ମାଣ ପ୍ରକଳ୍ପ ଉପରେ ଆଲୋଚନା କରାଯାଇଥିଲା। ସରକାର ଏହି ପ୍ରତିଷ୍ଠାନକୁ ସହାୟତା ଦେବାକୁ ନିଷ୍ପତ୍ତି ନେଇଛନ୍ତି ଓ ଆଗାମୀ ବର୍ଷରେ ଏହାର କାର୍ଯ୍ୟ ଆରମ୍ଭ ହେବ ବୋଲି ଅଧିକାରୀମାନେ କହିଛନ୍ତି। ବିଭିନ୍ନ ଜିଲ୍ଲାରେ ଗୃହ ନିର୍ମାଣ ଯୋଜନା ଦ୍ରୁତ ଗତିରେ ଆଗେଇ ଚାଲିଛି ଏବଂ ହିତାଧିକାରୀଙ୍କୁ ସମୟରେ ଅର୍ଥ ପ୍ରଦାନ କରାଯାଉଛି। <box>10 968 236 1025</box>
article4-body-p7: ସୂଚନା ଓ ଲୋକସଂପର୍କ ବିଭାଗର ଅବସରପ୍ରାପ୍ତ କର୍ମଚାରୀଙ୍କ ପାଇଁ ବିଦାୟକାଳୀନ ସମ୍ବର୍ଦ୍ଧନା ସଭା ଆୟୋଜିତ ହୋଇଥିଲା। <box>826 1112 934 1150</box>
article3-body-p8: ଉତ୍କଳ ଗୌରବ ଉପେନ୍ଦ୍ର ଭଞ୍ଜଙ୍କ ଜୟନ୍ତୀକୁ ରାଜ୍ୟ ଉତ୍ସବର ମାନ୍ୟତା ଦେଇଥିବାରୁ ମୁଖ୍ୟମନ୍ତ୍ରୀଙ୍କୁ ଧନ୍ୟବାଦ ଜଣାଇଛନ୍ତି ବହୁ ସାହିତ୍ୟିକ ଓ ସଂସ୍କୃତିପ୍ରେମୀ। <box>697 950 798 1007</box>
article5-body <box>480 1282 934 1440</box>
side-body-p3: ଉତ୍କଳ ଗୌରବ ଉପେନ୍ଦ୍ର ଭଞ୍ଜଙ୍କ ଜୟନ୍ତୀକୁ ରାଜ୍ୟ ଉତ୍ସବର ମାନ୍ୟତା ଦେଇଥିବାରୁ ମୁଖ୍ୟମନ୍ତ୍ରୀଙ୍କୁ ଧନ୍ୟବାଦ ଜଣାଇଛନ୍ତି ବହୁ ସାହିତ୍ୟିକ ଓ ସଂସ୍କୃତିପ୍ରେମୀ। <box>806 968 936 1015</box>
article2-body-p1: କୁଳି ଓ ଗୁରୁତ୍ୱରେ ଗଳ୍ପର ଭାଷା ସଂଯମ ହୋଇ ନିଜେ ଗବେଷଣା କରିବା ଆବଶ୍ୟକ। ସଫଳ ଗଳ୍ପ ରଚନା ନିମନ୍ତେ ଗବେଷଣା ନିତାନ୍ତ ଆବଶ୍ୟକ ବୋଲି ପ୍ରଦୋଷ ମିଶ୍ର କହିଛନ୍ତି। ଶନିବାର ସନ୍ଧ୍ୟାରେ ଆୟୋଜିତ 'ସାହିତ୍ୟ ମାସିକୀ' କାର୍ଯ୍ୟକ୍ରମରେ ବହୁ ସାହିତ୍ୟିକ ଯୋଗ ଦେଇଥିଲେ। <box>480 690 626 747</box>
side-body-p4: ଉତ୍କଳ ଗୌରବ ଉପେନ୍ଦ୍ର ଭଞ୍ଜଙ୍କ ଜୟନ୍ତୀକୁ ରାଜ୍ୟ ଉତ୍ସବର ମାନ୍ୟତା ଦେଇଥିବାରୁ ମୁଖ୍ୟମନ୍ତ୍ରୀଙ୍କୁ ଧନ୍ୟବାଦ ଜଣାଇଛନ୍ତି ବହୁ ସାହିତ୍ୟିକ ଓ ସଂସ୍କୃତିପ୍ରେମୀ। <box>806 1017 936 1064</box>
article1-headline-1: ଦୁର୍ଲଭ ଆୟୁର୍ବେଦିକ ପାଣ୍ଡୁଲିପିର ଡିଜିଟାଇଜେସନ ପାଇଁ ସିସିଆରଏଏସ ଏବଂ <box>478 105 856 121</box>
side-body-p1: ଉତ୍କଳ ଗୌରବ ଉପେନ୍ଦ୍ର ଭଞ୍ଜଙ୍କ ଜୟନ୍ତୀକୁ ରାଜ୍ୟ ଉତ୍ସବର ମାନ୍ୟତା ଦେଇଥିବାରୁ ମୁଖ୍ୟମନ୍ତ୍ରୀଙ୍କୁ ଧନ୍ୟବାଦ ଜଣାଇଛନ୍ତି ବହୁ ସାହିତ୍ୟିକ ଓ ସଂସ୍କୃତିପ୍ରେମୀ। <box>806 870 936 917</box>
article4-body-p4: ସୂଚନା ଓ ଲୋକସଂପର୍କ ବିଭାଗର ଅବସରପ୍ରାପ୍ତ କର୍ମଚାରୀଙ୍କ ପାଇଁ ବିଦାୟକାଳୀନ ସମ୍ବର୍ଦ୍ଧନା ସଭା ଆୟୋଜିତ ହୋଇଥିଲା। <box>595 1151 703 1189</box>
col2-body-j: ନିର୍ମାଣ କାର୍ଯ୍ୟ ପାଇଁ ୨୦୨୫ ଦ୍ୱାରା ରାଜ୍ୟ ସରକାର ପ୍ରତିଟି ପଞ୍ଚାୟତରେ ସୁବିଧା ଯୋଗାଇବେ। ପ୍ରଶାସନ ଦ୍ୱାରା ସମୀକ୍ଷା ବୈଠକ ଆୟୋଜିତ ହୋଇ ବିଭିନ୍ନ ବିଭାଗର ଅଧିକାରୀଙ୍କୁ କାର୍ଯ୍ୟ ତ୍ୱରାନ୍ୱିତ କରିବାକୁ ନିର୍ଦ୍ଦେଶ ଦିଆଯାଇଛି। <box>245 695 465 724</box>
col1-body: ପୁରୀ ଶଙ୍କର ପାଣ୍ଡିତ ଶ୍ରୀମାନ ବର୍ଷ କାର୍ଯ୍ୟକ୍ରମରେ କୋଭାନାରେ ସମ୍ପ୍ରତି ରାଜ୍ୟର କଳାଶଳୀ ସ୍ଥାନ ଓ ଶୀଭ ଶିଳ୍ପ ଦ୍ୱାରା ନୂତନ ନିର୍ମାଣ ପ୍ରକଳ୍ପ ଉପରେ ଆଲୋଚନା କରାଯାଇଥିଲା। ସରକାର ଏହି ପ୍ରତିଷ୍ଠାନକୁ ସହାୟତା ଦେବାକୁ ନିଷ୍ପତ୍ତି ନେଇଛନ୍ତି ଓ ଆଗାମୀ ବର୍ଷରେ ଏହାର କାର୍ଯ୍ୟ ଆରମ୍ଭ ହେବ ବୋଲି ଅଧିକାରୀମାନେ କହିଛନ୍ତି। ବିଭିନ୍ନ ଜିଲ୍ଲାରେ ଗୃହ ନିର୍ମାଣ ଯୋଜନା ଦ୍ରୁତ ଗତିରେ ଆଗେଇ ଚାଲିଛି ଏବଂ ହିତାଧିକାରୀଙ୍କୁ ସମୟରେ ଅର୍ଥ ପ୍ରଦାନ କରାଯାଉଛି। <box>10 150 236 207</box>
article4-body-p1: ସୂଚନା ଓ ଲୋକସଂପର୍କ ବିଭାଗର ଅବସରପ୍ରାପ୍ତ କର୍ମଚାରୀଙ୍କ ପାଇଁ ବିଦାୟକାଳୀନ ସମ୍ବର୍ଦ୍ଧନା ସଭା ଆୟୋଜିତ ହୋଇଥିଲା। <box>480 1112 588 1150</box>
col1-body-repeat-2: ପୁରୀ ଶଙ୍କର ପାଣ୍ଡିତ ଶ୍ରୀମାନ ବର୍ଷ କାର୍ଯ୍ୟକ୍ରମରେ କୋଭାନାରେ ସମ୍ପ୍ରତି ରାଜ୍ୟର କଳାଶଳୀ ସ୍ଥାନ ଓ ଶୀଭ ଶିଳ୍ପ ଦ୍ୱାରା ନୂତନ ନିର୍ମାଣ ପ୍ରକଳ୍ପ ଉପରେ ଆଲୋଚନା କରାଯାଇଥିଲା। ସରକାର ଏହି ପ୍ରତିଷ୍ଠାନକୁ ସହାୟତା ଦେବାକୁ ନିଷ୍ପତ୍ତି ନେଇଛନ୍ତି ଓ ଆଗାମୀ ବର୍ଷରେ ଏହାର କାର୍ଯ୍ୟ ଆରମ୍ଭ ହେବ ବୋଲି ଅଧିକାରୀମାନେ କହିଛନ୍ତି। ବିଭିନ୍ନ ଜିଲ୍ଲାରେ ଗୃହ ନିର୍ମାଣ ଯୋଜନା ଦ୍ରୁତ ଗତିରେ ଆଗେଇ ଚାଲିଛି ଏବଂ ହିତାଧିକାରୀଙ୍କୁ ସମୟରେ ଅର୍ଥ ପ୍ରଦାନ କରାଯାଉଛି। <box>10 267 236 324</box>
col1-body-repeat-3: ପୁରୀ ଶଙ୍କର ପାଣ୍ଡିତ ଶ୍ରୀମାନ ବର୍ଷ କାର୍ଯ୍ୟକ୍ରମରେ କୋଭାନାରେ ସମ୍ପ୍ରତି ରାଜ୍ୟର କଳାଶଳୀ ସ୍ଥାନ ଓ ଶୀଭ ଶିଳ୍ପ ଦ୍ୱାରା ନୂତନ ନିର୍ମାଣ ପ୍ରକଳ୍ପ ଉପରେ ଆଲୋଚନା କରାଯାଇଥିଲା। ସରକାର ଏହି ପ୍ରତିଷ୍ଠାନକୁ ସହାୟତା ଦେବାକୁ ନିଷ୍ପତ୍ତି ନେଇଛନ୍ତି ଓ ଆଗାମୀ ବର୍ଷରେ ଏହାର କାର୍ଯ୍ୟ ଆରମ୍ଭ ହେବ ବୋଲି ଅଧିକାରୀମାନେ କହିଛନ୍ତି। ବିଭିନ୍ନ ଜିଲ୍ଲାରେ ଗୃହ ନିର୍ମାଣ ଯୋଜନା ଦ୍ରୁତ ଗତିରେ ଆଗେଇ ଚାଲିଛି ଏବଂ ହିତାଧିକାରୀଙ୍କୁ ସମୟରେ ଅର୍ଥ ପ୍ରଦାନ କରାଯାଉଛି। <box>10 325 236 382</box>
article2-lead-text: କୁଳି ଓ ଗୁରୁତ୍ୱରେ ଗଳ୍ପର ଭାଷା ସଂଯମ ହୋଇ ନିଜେ ଗବେଷଣା କରିବା ଆବଶ୍ୟକ। ସଫଳ ଗଳ୍ପ ରଚନା ନିମନ୍ତେ ଗବେଷଣା ନିତାନ୍ତ ଆବଶ୍ୟକ ବୋଲି ପ୍ରଦୋଷ ମିଶ୍ର କହିଛନ୍ତି। ଶନିବାର ସନ୍ଧ୍ୟାରେ ଆୟୋଜିତ 'ସାହିତ୍ୟ ମାସିକୀ' କାର୍ଯ୍ୟକ୍ରମରେ ବହୁ ସାହିତ୍ୟିକ ଯୋଗ ଦେଇଥିଲେ। <box>480 562 640 619</box>
article1-body <box>480 322 934 462</box>
col1-body-repeat-6: ପୁରୀ ଶଙ୍କର ପାଣ୍ଡିତ ଶ୍ରୀମାନ ବର୍ଷ କାର୍ଯ୍ୟକ୍ରମରେ କୋଭାନାରେ ସମ୍ପ୍ରତି ରାଜ୍ୟର କଳାଶଳୀ ସ୍ଥାନ ଓ ଶୀଭ ଶିଳ୍ପ ଦ୍ୱାରା ନୂତନ ନିର୍ମାଣ ପ୍ରକଳ୍ପ ଉପରେ ଆଲୋଚନା କରାଯାଇଥିଲା। ସରକାର ଏହି ପ୍ରତିଷ୍ଠାନକୁ ସହାୟତା ଦେବାକୁ ନିଷ୍ପତ୍ତି ନେଇଛନ୍ତି ଓ ଆଗାମୀ ବର୍ଷରେ ଏହାର କାର୍ଯ୍ୟ ଆରମ୍ଭ ହେବ ବୋଲି ଅଧିକାରୀମାନେ କହିଛନ୍ତି। ବିଭିନ୍ନ ଜିଲ୍ଲାରେ ଗୃହ ନିର୍ମାଣ ଯୋଜନା ଦ୍ରୁତ ଗତିରେ ଆଗେଇ ଚାଲିଛି ଏବଂ ହିତାଧିକାରୀଙ୍କୁ ସମୟରେ ଅର୍ଥ ପ୍ରଦାନ କରାଯାଉଛି। <box>10 501 236 558</box>
article1-headline-2: ବ୍ରହ୍ମପୁର ବିଶ୍ୱବିଦ୍ୟାଳୟ ମଧ୍ୟରେ ବୁଝାମଣାପତ୍ର ସ୍ୱାକ୍ଷରିତ <box>478 144 1023 169</box>
left-section-heading: ପ୍ରଥମ ପୃଷ୍ଠାର ଅବଶିଷ୍ଟାଂଶ <box>10 100 464 130</box>
col1-body-repeat-8: ପୁରୀ ଶଙ୍କର ପାଣ୍ଡିତ ଶ୍ରୀମାନ ବର୍ଷ କାର୍ଯ୍ୟକ୍ରମରେ କୋଭାନାରେ ସମ୍ପ୍ରତି ରାଜ୍ୟର କଳାଶଳୀ ସ୍ଥାନ ଓ ଶୀଭ ଶିଳ୍ପ ଦ୍ୱାରା ନୂତନ ନିର୍ମାଣ ପ୍ରକଳ୍ପ ଉପରେ ଆଲୋଚନା କରାଯାଇଥିଲା। ସରକାର ଏହି ପ୍ରତିଷ୍ଠାନକୁ ସହାୟତା ଦେବାକୁ ନିଷ୍ପତ୍ତି ନେଇଛନ୍ତି ଓ ଆଗାମୀ ବର୍ଷରେ ଏହାର କାର୍ଯ୍ୟ ଆରମ୍ଭ ହେବ ବୋଲି ଅଧିକାରୀମାନେ କହିଛନ୍ତି। ବିଭିନ୍ନ ଜିଲ୍ଲାରେ ଗୃହ ନିର୍ମାଣ ଯୋଜନା ଦ୍ରୁତ ଗତିରେ ଆଗେଇ ଚାଲିଛି ଏବଂ ହିତାଧିକାରୀଙ୍କୁ ସମୟରେ ଅର୍ଥ ପ୍ରଦାନ କରାଯାଉଛି। <box>10 617 236 674</box>
col2-subhead-6: ୯ମ ଶ୍ରେଣୀ... <box>245 791 314 806</box>
article5-body-p2: ରାଜ୍ୟର ଆର୍ଥିକ ସ୍ଥିତି ଦିନକୁ ଦିନ ଦୁର୍ବଳ ହେଉଛି ବୋଲି ବିଜେଡି ଅଭିଯୋଗ କରିଛି। ଦଳର ମୁଖପାତ୍ର କହିଛନ୍ତି ଯେ ସରକାର ଋଣ ଉପରେ ନିର୍ଭରଶୀଳ ହୋଇପଡ଼ୁଛନ୍ତି। <box>480 1331 588 1378</box>
col1-body-repeat-7: ପୁରୀ ଶଙ୍କର ପାଣ୍ଡିତ ଶ୍ରୀମାନ ବର୍ଷ କାର୍ଯ୍ୟକ୍ରମରେ କୋଭାନାରେ ସମ୍ପ୍ରତି ରାଜ୍ୟର କଳାଶଳୀ ସ୍ଥାନ ଓ ଶୀଭ ଶିଳ୍ପ ଦ୍ୱାରା ନୂତନ ନିର୍ମାଣ ପ୍ରକଳ୍ପ ଉପରେ ଆଲୋଚନା କରାଯାଇଥିଲା। ସରକାର ଏହି ପ୍ରତିଷ୍ଠାନକୁ ସହାୟତା ଦେବାକୁ ନିଷ୍ପତ୍ତି ନେଇଛନ୍ତି ଓ ଆଗାମୀ ବର୍ଷରେ ଏହାର କାର୍ଯ୍ୟ ଆରମ୍ଭ ହେବ ବୋଲି ଅଧିକାରୀମାନେ କହିଛନ୍ତି। ବିଭିନ୍ନ ଜିଲ୍ଲାରେ ଗୃହ ନିର୍ମାଣ ଯୋଜନା ଦ୍ରୁତ ଗତିରେ ଆଗେଇ ଚାଲିଛି ଏବଂ ହିତାଧିକାରୀଙ୍କୁ ସମୟରେ ଅର୍ଥ ପ୍ରଦାନ କରାଯାଉଛି। <box>10 559 236 616</box>
col1-body-repeat-4: ପୁରୀ ଶଙ୍କର ପାଣ୍ଡିତ ଶ୍ରୀମାନ ବର୍ଷ କାର୍ଯ୍ୟକ୍ରମରେ କୋଭାନାରେ ସମ୍ପ୍ରତି ରାଜ୍ୟର କଳାଶଳୀ ସ୍ଥାନ ଓ ଶୀଭ ଶିଳ୍ପ ଦ୍ୱାରା ନୂତନ ନିର୍ମାଣ ପ୍ରକଳ୍ପ ଉପରେ ଆଲୋଚନା କରାଯାଇଥିଲା। ସରକାର ଏହି ପ୍ରତିଷ୍ଠାନକୁ ସହାୟତା ଦେବାକୁ ନିଷ୍ପତ୍ତି ନେଇଛନ୍ତି ଓ ଆଗାମୀ ବର୍ଷରେ ଏହାର କାର୍ଯ୍ୟ ଆରମ୍ଭ ହେବ ବୋଲି ଅଧିକାରୀମାନେ କହିଛନ୍ତି। ବିଭିନ୍ନ ଜିଲ୍ଲାରେ ଗୃହ ନିର୍ମାଣ ଯୋଜନା ଦ୍ରୁତ ଗତିରେ ଆଗେଇ ଚାଲିଛି ଏବଂ ହିତାଧିକାରୀଙ୍କୁ ସମୟରେ ଅର୍ଥ ପ୍ରଦାନ କରାଯାଉଛି। <box>10 384 236 441</box>
side-body <box>806 870 936 1064</box>
article1-photo-art <box>601 193 935 321</box>
article3-body-p5: ଉତ୍କଳ ଗୌରବ ଉପେନ୍ଦ୍ର ଭଞ୍ଜଙ୍କ ଜୟନ୍ତୀକୁ ରାଜ୍ୟ ଉତ୍ସବର ମାନ୍ୟତା ଦେଇଥିବାରୁ ମୁଖ୍ୟମନ୍ତ୍ରୀଙ୍କୁ ଧନ୍ୟବାଦ ଜଣାଇଛନ୍ତି ବହୁ ସାହିତ୍ୟିକ ଓ ସଂସ୍କୃତିପ୍ରେମୀ। <box>588 931 690 988</box>
article2-byline: ଭୁବନେଶ୍ୱର, ନ୍ୟୁଜ୍‌ବ୍ୟୁରୋ <box>480 548 566 557</box>
col2-body-g: ପୁରୀ ଶଙ୍କର ପାଣ୍ଡିତ ଶ୍ରୀମାନ ବର୍ଷ କାର୍ଯ୍ୟକ୍ରମରେ କୋଭାନାରେ ସମ୍ପ୍ରତି ରାଜ୍ୟର କଳାଶଳୀ ସ୍ଥାନ ଓ ଶୀଭ ଶିଳ୍ପ ଦ୍ୱାରା ନୂତନ ନିର୍ମାଣ ପ୍ରକଳ୍ପ ଉପରେ ଆଲୋଚନା କରାଯାଇଥିଲା। ସରକାର ଏହି ପ୍ରତିଷ୍ଠାନକୁ ସହାୟତା ଦେବାକୁ ନିଷ୍ପତ୍ତି ନେଇଛନ୍ତି ଓ ଆଗାମୀ ବର୍ଷରେ ଏହାର କାର୍ଯ୍ୟ ଆରମ୍ଭ ହେବ ବୋଲି ଅଧିକାରୀମାନେ କହିଛନ୍ତି। ବିଭିନ୍ନ ଜିଲ୍ଲାରେ ଗୃହ ନିର୍ମାଣ ଯୋଜନା ଦ୍ରୁତ ଗତିରେ ଆଗେଇ ଚାଲିଛି ଏବଂ ହିତାଧିକାରୀଙ୍କୁ ସମୟରେ ଅର୍ଥ ପ୍ରଦାନ କରାଯାଉଛି। <box>245 467 465 533</box>
col1-body-repeat-12: ପୁରୀ ଶଙ୍କର ପାଣ୍ଡିତ ଶ୍ରୀମାନ ବର୍ଷ କାର୍ଯ୍ୟକ୍ରମରେ କୋଭାନାରେ ସମ୍ପ୍ରତି ରାଜ୍ୟର କଳାଶଳୀ ସ୍ଥାନ ଓ ଶୀଭ ଶିଳ୍ପ ଦ୍ୱାରା ନୂତନ ନିର୍ମାଣ ପ୍ରକଳ୍ପ ଉପରେ ଆଲୋଚନା କରାଯାଇଥିଲା। ସରକାର ଏହି ପ୍ରତିଷ୍ଠାନକୁ ସହାୟତା ଦେବାକୁ ନିଷ୍ପତ୍ତି ନେଇଛନ୍ତି ଓ ଆଗାମୀ ବର୍ଷରେ ଏହାର କାର୍ଯ୍ୟ ଆରମ୍ଭ ହେବ ବୋଲି ଅଧିକାରୀମାନେ କହିଛନ୍ତି। ବିଭିନ୍ନ ଜିଲ୍ଲାରେ ଗୃହ ନିର୍ମାଣ ଯୋଜନା ଦ୍ରୁତ ଗତିରେ ଆଗେଇ ଚାଲିଛି ଏବଂ ହିତାଧିକାରୀଙ୍କୁ ସମୟରେ ଅର୍ଥ ପ୍ରଦାନ କରାଯାଉଛି। <box>10 851 236 908</box>
article4-body <box>480 1112 934 1222</box>
col1-body-repeat-11: ପୁରୀ ଶଙ୍କର ପାଣ୍ଡିତ ଶ୍ରୀମାନ ବର୍ଷ କାର୍ଯ୍ୟକ୍ରମରେ କୋଭାନାରେ ସମ୍ପ୍ରତି ରାଜ୍ୟର କଳାଶଳୀ ସ୍ଥାନ ଓ ଶୀଭ ଶିଳ୍ପ ଦ୍ୱାରା ନୂତନ ନିର୍ମାଣ ପ୍ରକଳ୍ପ ଉପରେ ଆଲୋଚନା କରାଯାଇଥିଲା। ସରକାର ଏହି ପ୍ରତିଷ୍ଠାନକୁ ସହାୟତା ଦେବାକୁ ନିଷ୍ପତ୍ତି ନେଇଛନ୍ତି ଓ ଆଗାମୀ ବର୍ଷରେ ଏହାର କାର୍ଯ୍ୟ ଆରମ୍ଭ ହେବ ବୋଲି ଅଧିକାରୀମାନେ କହିଛନ୍ତି। ବିଭିନ୍ନ ଜିଲ୍ଲାରେ ଗୃହ ନିର୍ମାଣ ଯୋଜନା ଦ୍ରୁତ ଗତିରେ ଆଗେଇ ଚାଲିଛି ଏବଂ ହିତାଧିକାରୀଙ୍କୁ ସମୟରେ ଅର୍ଥ ପ୍ରଦାନ କରାଯାଉଛି। <box>10 793 236 850</box>
article4-headline: ସୂଚନା ଓ ଲୋକସଂପର୍କ ବିଭାଗରେ ବିଦାୟକାଳୀନ ସମ୍ବର୍ଦ୍ଧନା ସଭା <box>478 1069 889 1089</box>
